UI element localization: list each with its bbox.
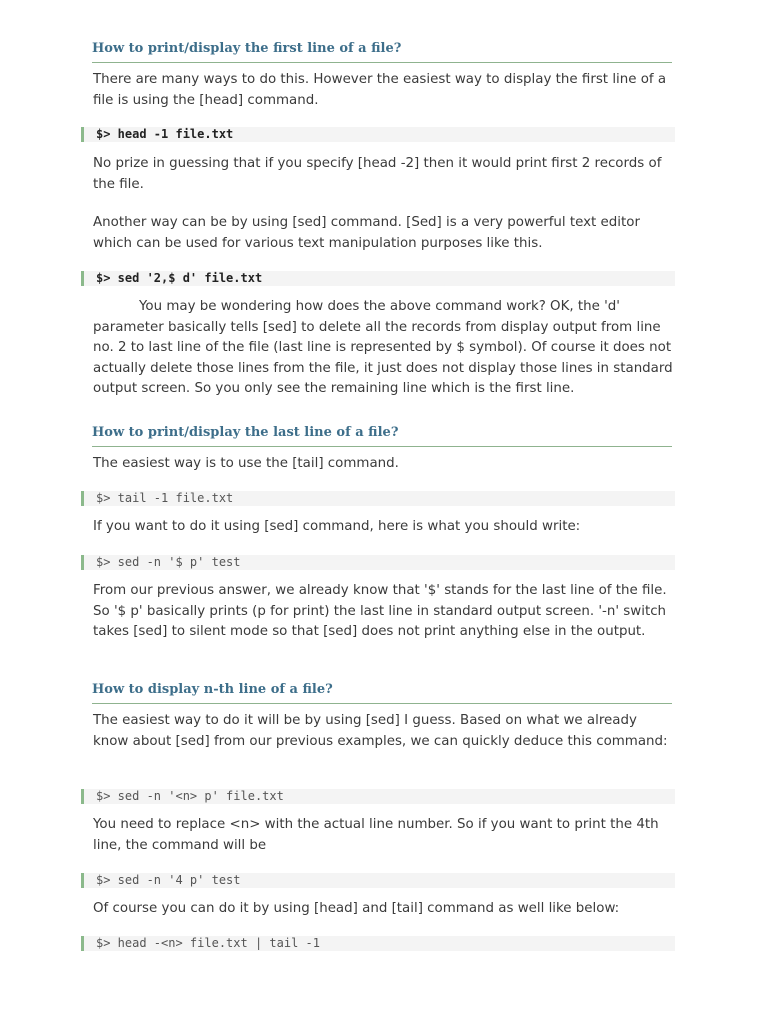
paragraph: You may be wondering how does the above command work? OK, the 'd' parameter basically tells [sed] to delete all the records from display output from line no. 2 to last line of the file (last line is represented by $ symbol). Of course it does not actually delete those lines from the file, it just does not display those lines in standard output screen. So you only see the remaining line which is the first line. <box>93 299 673 397</box>
paragraph: If you want to do it using [sed] command, here is what you should write: <box>93 519 581 534</box>
code-block: $> sed '2,$ d' file.txt <box>81 271 675 286</box>
section-heading-nth-line: How to display n-th line of a file? <box>92 682 672 704</box>
code-block: $> head -1 file.txt <box>81 127 675 142</box>
paragraph: The easiest way to do it will be by using [sed] I guess. Based on what we already know about [sed] from our previous examples, we can quickly deduce this command: <box>93 713 668 749</box>
code-block: $> sed -n '$ p' test <box>81 555 675 570</box>
code-block: $> head -<n> file.txt | tail -1 <box>81 936 675 951</box>
paragraph: You need to replace <n> with the actual line number. So if you want to print the 4th line, the command will be <box>93 817 659 853</box>
section-heading-last-line: How to print/display the last line of a file? <box>92 425 672 447</box>
paragraph: Of course you can do it by using [head] and [tail] command as well like below: <box>93 901 620 916</box>
code-block: $> sed -n '<n> p' file.txt <box>81 789 675 804</box>
paragraph: From our previous answer, we already know that '$' stands for the last line of the file. So '$ p' basically prints (p for print) the last line in standard output screen. '-n' switch takes [sed] to silent mode so that [sed] does not print anything else in the output. <box>93 583 667 640</box>
paragraph: There are many ways to do this. However the easiest way to display the first line of a file is using the [head] command. <box>93 72 667 108</box>
paragraph: No prize in guessing that if you specify [head -2] then it would print first 2 records of the file. <box>93 156 662 192</box>
paragraph: Another way can be by using [sed] command. [Sed] is a very powerful text editor which can be used for various text manipulation purposes like this. <box>93 215 640 251</box>
paragraph: The easiest way is to use the [tail] command. <box>93 456 399 471</box>
code-block: $> tail -1 file.txt <box>81 491 675 506</box>
code-block: $> sed -n '4 p' test <box>81 873 675 888</box>
section-heading-first-line: How to print/display the first line of a file? <box>92 41 672 63</box>
